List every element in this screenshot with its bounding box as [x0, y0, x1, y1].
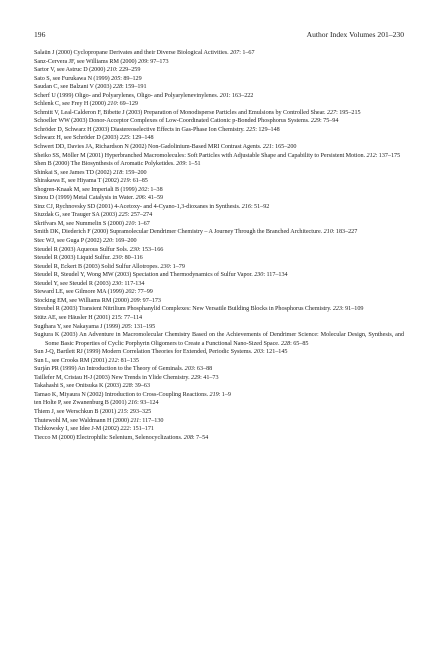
entry-pages: : 117–134	[263, 272, 288, 279]
entry-pages: : 151–171	[129, 426, 154, 433]
entry-pages: : 1–79	[169, 263, 185, 270]
entry-text: Steudel R (2003) Liquid Sulfur.	[34, 255, 113, 262]
entry-text: Sheiko SS, Möller M (2001) Hyperbranched Macromolecules: Soft Particles with Adjustable Shape and Capability to Persistent Motion.	[34, 152, 367, 159]
index-page	[34, 30, 404, 442]
index-entry	[34, 109, 404, 118]
entry-volume: 218	[113, 169, 123, 176]
entry-volume: 203	[184, 366, 194, 373]
running-title: Author Index Volumes 201–230	[306, 30, 404, 39]
entry-pages: : 61–85	[129, 178, 148, 185]
entry-volume: 206	[135, 195, 145, 202]
index-entry	[34, 425, 404, 434]
page-header	[34, 30, 404, 39]
entry-pages: : 93–124	[137, 400, 159, 407]
entry-pages: : 1–9	[218, 391, 231, 398]
entry-pages: : 80–116	[121, 255, 143, 262]
entry-volume: 205	[111, 75, 121, 82]
index-entry	[34, 391, 404, 400]
index-entry	[34, 203, 404, 212]
index-entry	[34, 297, 404, 306]
entry-text: Schwarz H, see Schröder D (2003)	[34, 135, 120, 142]
index-entry	[34, 263, 404, 272]
index-entry	[34, 152, 404, 161]
entry-pages: : 293–325	[126, 408, 152, 415]
entry-pages: : 257–274	[127, 212, 153, 219]
entry-volume: 209	[130, 297, 140, 304]
index-entry	[34, 177, 404, 186]
entry-pages: : 163–222	[228, 92, 254, 99]
entry-text: Smith DK, Diederich F (2000) Supramolecular Dendrimer Chemistry – A Journey Through the Branched Architecture.	[34, 229, 324, 236]
entry-text: Shirakawa E, see Hiyama T (2002)	[34, 178, 121, 185]
index-entry	[34, 194, 404, 203]
entry-volume: 208	[183, 434, 193, 441]
entry-volume: 209	[176, 161, 186, 168]
entry-text: Schmitt V, Leal-Calderon F, Bibette J (2003) Preparation of Monodisperse Particles and Emulsions by Controlled Shear.	[34, 109, 327, 116]
entry-pages: : 39–63	[131, 383, 151, 390]
entry-pages: : 41–59	[144, 195, 164, 202]
index-entry	[34, 246, 404, 255]
entry-text: Taillefer M, Cristau H-J (2003) New Trends in Ylide Chemistry.	[34, 374, 192, 381]
entry-text: Schröder D, Schwarz H (2003) Diastereoselective Effects in Gas-Phase Ion Chemistry.	[34, 126, 247, 133]
index-entry	[34, 160, 404, 169]
entry-text: Steudel Y, see Steudel R (2003)	[34, 280, 113, 287]
entry-text: Tichkowsky I, see Idee J-M (2002)	[34, 426, 121, 433]
entry-volume: 211	[130, 417, 140, 424]
entry-volume: 230	[112, 280, 122, 287]
entry-text: Takahashi S, see Onitsuka K (2003)	[34, 383, 123, 390]
entry-volume: 227	[326, 109, 337, 116]
entry-volume: 207	[230, 50, 240, 56]
index-entry	[34, 271, 404, 280]
entry-text: Stec WJ, see Guga P (2002)	[34, 238, 103, 245]
index-entry	[34, 220, 404, 229]
index-entry	[34, 169, 404, 178]
entry-text: Shinkai S, see James TD (2002)	[34, 169, 113, 176]
entry-text: Steudel R (2003) Aqueous Sulfur Sols.	[34, 246, 130, 253]
entry-pages: : 1–67	[239, 50, 255, 56]
index-entry	[34, 434, 404, 443]
entry-pages: : 117-134	[121, 280, 145, 287]
index-entry	[34, 288, 404, 297]
entry-text: Streubel R (2003) Transient Nitrilium Phosphanylid Complexes: New Versatile Building Blocks in Phosphorus Chemistry.	[34, 306, 333, 313]
entry-text: Shen B (2000) The Biosynthesis of Aromatic Polyketides.	[34, 161, 177, 168]
index-entry	[34, 75, 404, 84]
entry-text: Steudel R, Steudel Y, Wong MW (2003) Speciation and Thermodynamics of Sulfur Vapor.	[34, 272, 255, 279]
entry-volume: 201	[219, 92, 229, 99]
index-entry	[34, 126, 404, 135]
entry-pages: : 97–173	[139, 297, 161, 304]
entry-pages: : 129–148	[129, 135, 154, 142]
index-entry	[34, 92, 404, 101]
entry-volume: 210	[323, 229, 333, 236]
entry-volume: 216	[127, 400, 138, 407]
entry-text: ten Holte P, see Zwanenburg B (2001)	[34, 400, 128, 407]
index-entry	[34, 417, 404, 426]
index-entry	[34, 83, 404, 92]
entry-volume: 205	[121, 323, 131, 330]
entry-text: Siuzdak G, see Trauger SA (2003)	[34, 212, 119, 219]
entry-pages: : 195–215	[336, 109, 361, 116]
entry-volume: 212	[108, 357, 118, 364]
index-entry	[34, 408, 404, 417]
index-entry	[34, 280, 404, 289]
entry-pages: : 69–129	[116, 101, 138, 108]
entry-text: Sinou D (1999) Metal Catalysis in Water.	[34, 195, 136, 202]
index-entry	[34, 228, 404, 237]
index-entry	[34, 211, 404, 220]
index-entry	[34, 331, 404, 348]
entry-pages: : 41–73	[200, 374, 219, 381]
entry-volume: 215	[117, 408, 127, 415]
index-entry	[34, 323, 404, 332]
index-entry	[34, 374, 404, 383]
entry-volume: 225	[246, 126, 256, 133]
index-entry	[34, 399, 404, 408]
index-entry	[34, 314, 404, 323]
entry-text: Stocking EM, see Williams RM (2000)	[34, 297, 131, 304]
entry-volume: 210	[125, 220, 135, 227]
entry-volume: 225	[119, 135, 130, 142]
entry-pages: : 81–135	[117, 357, 139, 364]
entry-text: Shogren-Knaak M, see Imperiali B (1999)	[34, 186, 139, 193]
index-entry	[34, 305, 404, 314]
entry-pages: : 77–99	[134, 289, 153, 296]
index-entry	[34, 348, 404, 357]
entry-volume: 216	[241, 203, 251, 210]
entry-volume: 229	[191, 374, 201, 381]
entry-text: Scherf U (1999) Oligo- and Polyarylenes, Oligo- and Polyarylenevinylenes.	[34, 92, 220, 99]
entry-volume: 219	[209, 391, 219, 398]
entry-text: Stütz AE, see Häusler H (2001) 215: 77–114	[34, 314, 143, 321]
entry-volume: 228	[112, 84, 123, 91]
entry-pages: : 75–94	[320, 118, 339, 125]
entry-text: Steudel R, Eckert B (2003) Solid Sulfur Allotropes.	[34, 263, 161, 270]
entry-volume: 228	[280, 340, 291, 347]
entry-volume: 230	[254, 272, 264, 279]
entry-volume: 203	[253, 349, 263, 356]
entry-volume: 230	[129, 246, 139, 253]
entry-volume: 230	[112, 255, 122, 262]
entry-pages: : 97–173	[147, 58, 169, 65]
index-entry	[34, 58, 404, 67]
entry-text: Schlenk C, see Frey H (2000)	[34, 101, 108, 108]
entry-pages: : 117–130	[139, 417, 164, 424]
index-entry	[34, 134, 404, 143]
entry-text: Sartor V, see Astruc D (2000)	[34, 67, 107, 74]
entry-volume: 222	[120, 426, 130, 433]
index-entry	[34, 357, 404, 366]
entry-volume: 230	[160, 263, 170, 270]
entry-text: Thiem J, see Werschkun B (2001)	[34, 408, 118, 415]
entry-pages: : 159–191	[122, 84, 147, 91]
entry-pages: : 1–67	[134, 220, 150, 227]
entry-pages: : 51–92	[250, 203, 270, 210]
entry-text: Tamao K, Miyaura N (2002) Introduction to Cross-Coupling Reactions.	[34, 391, 210, 398]
entry-pages: : 121–145	[263, 349, 288, 356]
index-entry	[34, 117, 404, 126]
entry-volume: 202	[138, 186, 148, 193]
entry-pages: : 63–88	[193, 366, 213, 373]
entry-pages: : 65–85	[290, 340, 309, 347]
entry-pages: : 159–200	[122, 169, 147, 176]
entry-pages: : 165–200	[271, 144, 297, 151]
entry-volume: 225	[118, 212, 128, 219]
entry-volume: 221	[262, 144, 272, 151]
entry-volume: 229	[310, 118, 321, 125]
index-entry	[34, 237, 404, 246]
entry-text: Saudan C, see Balzani V (2003)	[34, 84, 113, 91]
entry-pages: : 1–51	[185, 161, 201, 168]
entry-text: Sato S, see Furukawa N (1999)	[34, 75, 112, 82]
entry-pages: : 153–166	[138, 246, 164, 253]
entry-text: Sanz-Cervera JF, see Williams RM (2000)	[34, 58, 138, 65]
entry-pages: : 89–129	[120, 75, 142, 82]
index-entry	[34, 100, 404, 109]
entry-pages: : 183–227	[332, 229, 358, 236]
entry-text: Tiecco M (2000) Electrophilic Selenium, Selenocyclizations.	[34, 434, 184, 441]
entry-pages: : 229–259	[115, 67, 141, 74]
entry-volume: 210	[106, 67, 116, 74]
entry-pages: : 7–54	[192, 434, 209, 441]
entry-text: Sinz CJ, Rychnovsky SD (2001) 4-Acetoxy- and 4-Cyano-1,3-dioxanes in Synthesis.	[34, 203, 242, 210]
entry-text: Sugihara Y, see Nakayama J (1999)	[34, 323, 122, 330]
entry-pages: : 137–175	[375, 152, 401, 159]
author-index-list	[34, 49, 404, 442]
entry-text: Sun J-Q, Bartlett RJ (1999) Modern Correlation Theories for Extended, Periodic Systems.	[34, 349, 254, 356]
entry-pages: : 131–195	[130, 323, 156, 330]
entry-text: Sugiura K (2003) An Adventure in Macromolecular Chemistry Based on the Achievements of Dendrimer Science: Molecular Design, Synthesis, and Some Basic Properties of Cyclic Porphyrin Oligomers to Create a Functional Nano-Sized Space.	[34, 332, 404, 347]
entry-volume: 210	[107, 101, 117, 108]
index-entry	[34, 49, 404, 58]
index-entry	[34, 143, 404, 152]
index-entry	[34, 382, 404, 391]
entry-volume: 223	[332, 306, 343, 313]
entry-volume: 202	[125, 289, 135, 296]
entry-text: Surján PR (1999) An Introduction to the Theory of Geminals.	[34, 366, 185, 373]
entry-volume: 219	[120, 178, 130, 185]
entry-pages: : 169–200	[112, 238, 137, 245]
entry-text: Schwert DD, Davies JA, Richardson N (2002) Non-Gadolinium-Based MRI Contrast Agents.	[34, 144, 263, 151]
entry-text: Salaün J (2000) Cyclopropane Derivates and their Diverse Biological Activities.	[34, 50, 231, 56]
entry-text: Thutewohl M, see Waldmann H (2000)	[34, 417, 131, 424]
entry-text: Sun L, see Crooks RM (2001)	[34, 357, 109, 364]
entry-volume: 209	[138, 58, 148, 65]
entry-volume: 220	[102, 238, 113, 245]
index-entry	[34, 66, 404, 75]
entry-pages: : 129–148	[255, 126, 280, 133]
entry-text: Schoeller WW (2003) Donor-Acceptor Complexes of Low-Coordinated Cationic p-Bonded Phosphorus Systems.	[34, 118, 311, 125]
page-number: 196	[34, 30, 46, 39]
entry-text: Skrifvars M, see Nummelin S (2000)	[34, 220, 126, 227]
index-entry	[34, 365, 404, 374]
index-entry	[34, 254, 404, 263]
entry-pages: : 91–109	[342, 306, 364, 313]
entry-text: Steward LE, see Gilmore MA (1999)	[34, 289, 126, 296]
entry-volume: 212	[366, 152, 376, 159]
entry-volume: 228	[122, 383, 132, 390]
entry-pages: : 1–38	[147, 186, 163, 193]
index-entry	[34, 186, 404, 195]
